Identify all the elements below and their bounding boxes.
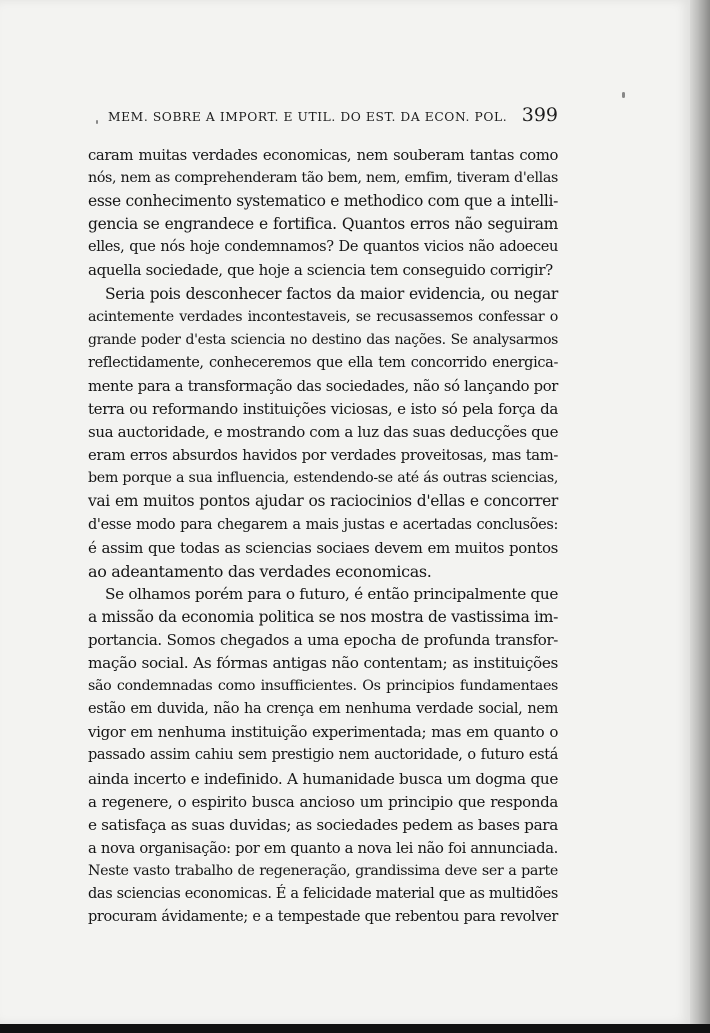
text-line: mente para a transformação das sociedades, não só lançando por [88,377,558,395]
text-line: das sciencias economicas. É a felicidade material que as multidões [88,886,558,902]
text-line: gencia se engrandece e fortifica. Quantos erros não seguiram [88,215,558,234]
text-line: a regenere, o espirito busca ancioso um principio que responda [88,792,558,811]
text-line: reflectidamente, conheceremos que ella tem concorrido energica- [88,354,558,371]
text-line: Se olhamos porém para o futuro, é então principalmente que [105,584,558,603]
page-header [108,104,558,132]
text-line: elles, que nós hoje condemnamos? De quantos vicios não adoeceu [88,239,558,256]
text-line: passado assim cahiu sem prestigio nem auctoridade, o futuro está [88,747,558,764]
text-line: e satisfaça as suas duvidas; as sociedades pedem as bases para [88,815,558,834]
text-line: portancia. Somos chegados a uma epocha de profunda transfor- [88,630,558,649]
text-line: nós, nem as comprehenderam tão bem, nem, emfim, tiveram d'ellas [88,170,558,187]
paper-speck [622,92,625,98]
text-line: vai em muitos pontos ajudar os raciocinios d'ellas e concorrer [88,492,558,511]
paper-speck [96,120,98,124]
text-line: ainda incerto e indefinido. A humanidade busca um dogma que [88,769,558,788]
text-line: sua auctoridade, e mostrando com a luz das suas deducções que [88,423,559,442]
text-line: caram muitas verdades economicas, nem souberam tantas como [88,147,558,164]
text-line: aquella sociedade, que hoje a sciencia tem conseguido corrigir? [88,261,553,280]
page-edge [690,0,710,1033]
body-text [88,144,558,929]
running-head: MEM. SOBRE A IMPORT. E UTIL. DO EST. DA ECON. POL. [108,110,508,124]
text-line: Seria pois desconhecer factos da maior evidencia, ou negar [105,284,558,303]
text-line: a missão da economia politica se nos mostra de vastissima im- [88,607,558,626]
text-line: mação social. As fórmas antigas não contentam; as instituições [88,654,558,673]
text-line: d'esse modo para chegarem a mais justas e acertadas conclusões: [88,516,558,533]
text-line: procuram ávidamente; e a tempestade que rebentou para revolver [88,909,558,926]
text-line: Neste vasto trabalho de regeneração, grandissima deve ser a parte [88,862,558,879]
text-line: esse conhecimento systematico e methodico com que a intelli- [88,192,558,211]
text-line: são condemnadas como insufficientes. Os principios fundamentaes [88,678,558,695]
text-line: vigor em nenhuma instituição experimentada; mas em quanto o [88,723,558,742]
text-line: eram erros absurdos havidos por verdades proveitosas, mas tam- [88,447,558,465]
text-line: bem porque a sua influencia, estendendo-se até ás outras sciencias, [88,470,558,487]
text-line: é assim que todas as sciencias sociaes devem em muitos pontos [88,538,558,557]
text-line: grande poder d'esta sciencia no destino das nações. Se analysarmos [88,331,558,348]
text-line: a nova organisação: por em quanto a nova lei não foi annunciada. [88,839,558,857]
text-line: ao adeantamento das verdades economicas. [88,561,432,581]
text-line: acintemente verdades incontestaveis, se recusassemos confessar o [88,308,558,325]
text-line: estão em duvida, não ha crença em nenhuma verdade social, nem [88,701,558,718]
text-line: terra ou reformando instituições viciosas, e isto só pela força da [88,400,558,419]
scan-border [0,1024,710,1033]
page-number: 399 [521,104,558,126]
